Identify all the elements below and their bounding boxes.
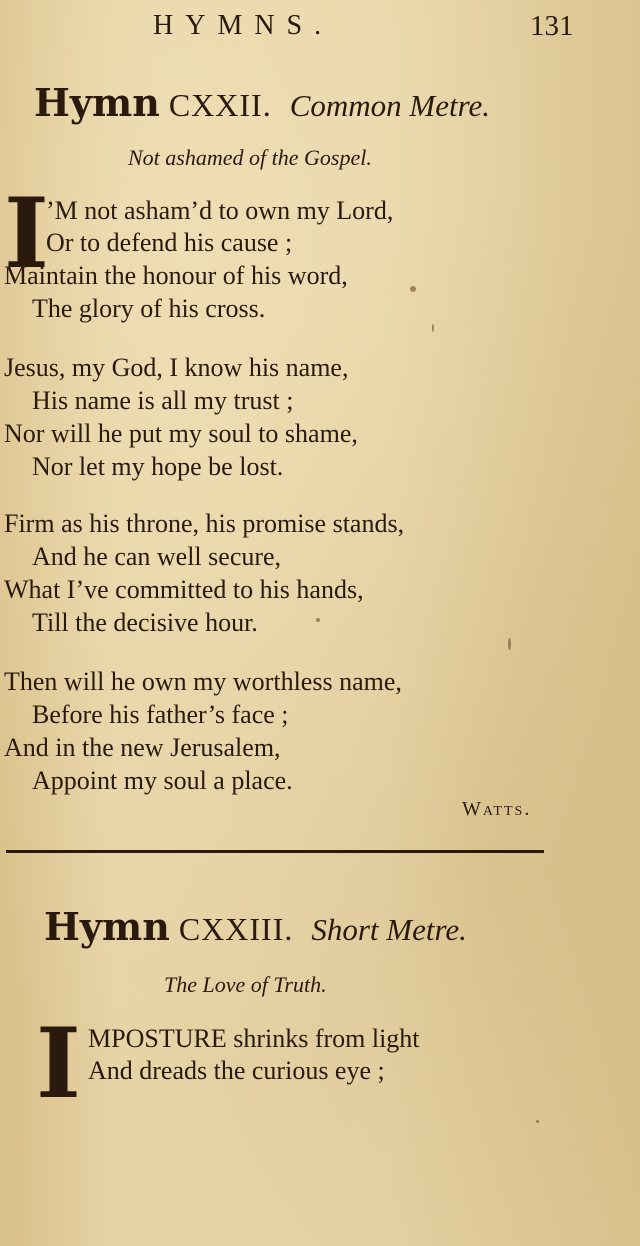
foxing-spot: [316, 618, 320, 622]
hymn-title: [34, 80, 490, 125]
verse-line: What I’ve committed to his hands,: [4, 575, 364, 604]
hymn-title: [44, 904, 467, 949]
hymn-blackletter: Hymn: [44, 904, 170, 949]
foxing-spot: [432, 324, 434, 332]
verse-line: Appoint my soul a place.: [32, 766, 293, 795]
verse-line: Firm as his throne, his promise stands,: [4, 509, 405, 538]
verse-line: ’M not asham’d to own my Lord,: [46, 196, 394, 225]
verse-line: Maintain the honour of his word,: [4, 261, 348, 290]
verse-line: MPOSTURE shrinks from light: [88, 1024, 420, 1053]
verse-line: Nor let my hope be lost.: [32, 452, 284, 481]
verse-line: Till the decisive hour.: [32, 608, 258, 637]
page-number: 131: [530, 10, 574, 42]
drop-cap: I: [4, 177, 49, 290]
hymn-number: CXXIII.: [178, 911, 294, 947]
foxing-spot: [410, 286, 416, 292]
verse-line: Before his father’s face ;: [32, 700, 289, 729]
verse-line: And dreads the curious eye ;: [88, 1056, 385, 1085]
verse-line: And he can well secure,: [32, 542, 282, 571]
foxing-spot: [508, 638, 511, 650]
hymn-subtitle: The Love of Truth.: [164, 972, 327, 997]
hymn-metre: Short Metre.: [311, 912, 467, 947]
hymn-metre: Common Metre.: [289, 88, 491, 123]
verse-line: Then will he own my worthless name,: [4, 667, 402, 696]
section-divider: [6, 850, 544, 853]
verse-line: And in the new Jerusalem,: [4, 733, 281, 762]
verse-line: Or to defend his cause ;: [46, 228, 293, 257]
drop-cap: I: [36, 1007, 81, 1120]
running-head: HYMNS.: [153, 10, 334, 41]
verse-line: Nor will he put my soul to shame,: [4, 419, 358, 448]
hymn-blackletter: Hymn: [34, 80, 160, 125]
hymn-subtitle: Not ashamed of the Gospel.: [128, 145, 372, 170]
foxing-spot: [536, 1120, 539, 1123]
verse-line: His name is all my trust ;: [32, 386, 294, 415]
hymn-number: CXXII.: [168, 87, 272, 123]
verse-line: The glory of his cross.: [32, 294, 266, 323]
verse-line: Jesus, my God, I know his name,: [4, 353, 349, 382]
attribution: Watts.: [462, 798, 532, 820]
